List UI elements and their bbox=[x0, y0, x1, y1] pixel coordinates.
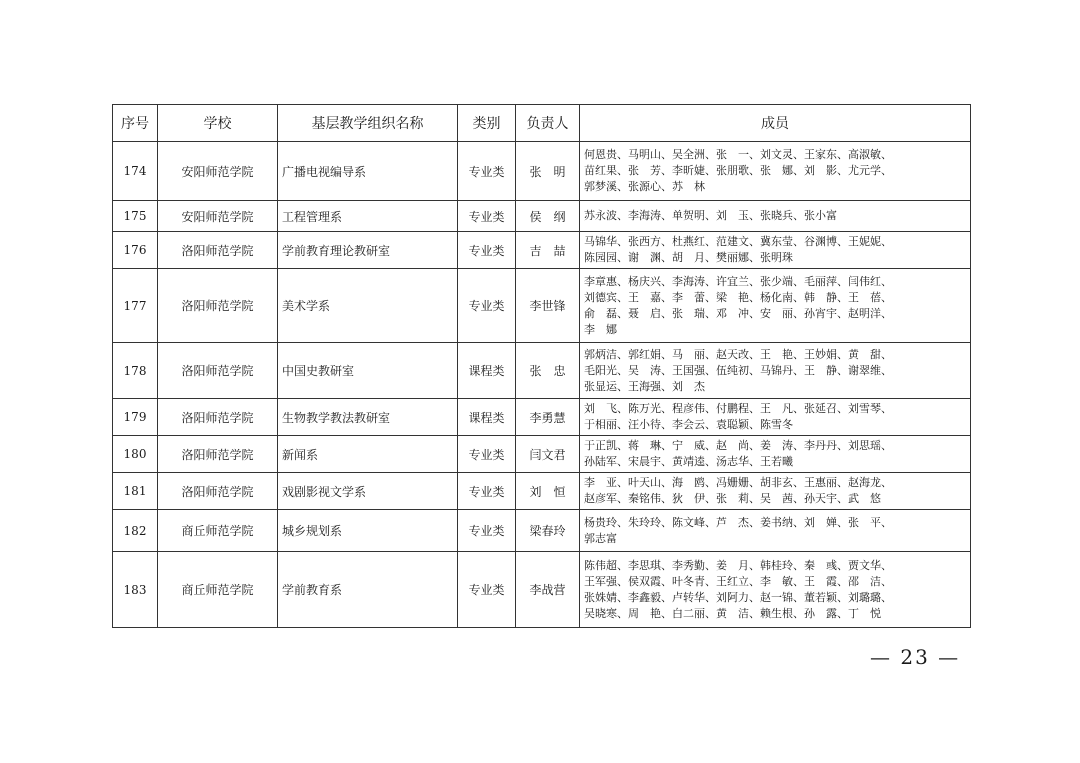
table-row bbox=[113, 201, 971, 232]
row-org-name: 广播电视编导系 bbox=[278, 142, 458, 201]
member-line: 郭梦溪、张源心、苏 林 bbox=[584, 180, 705, 193]
table-row bbox=[113, 399, 971, 436]
header-org-name: 基层教学组织名称 bbox=[278, 105, 458, 142]
row-members bbox=[580, 232, 971, 269]
member-line: 孙陆军、宋晨宇、黄靖逵、汤志华、王若曦 bbox=[584, 455, 793, 468]
row-leader: 张 明 bbox=[516, 142, 580, 201]
table-row bbox=[113, 142, 971, 201]
row-type: 专业类 bbox=[458, 269, 516, 343]
row-members bbox=[580, 473, 971, 510]
row-org-name: 戏剧影视文学系 bbox=[278, 473, 458, 510]
row-leader: 李战营 bbox=[516, 552, 580, 628]
row-org-name: 城乡规划系 bbox=[278, 510, 458, 552]
row-school: 洛阳师范学院 bbox=[158, 473, 278, 510]
member-line: 李 娜 bbox=[584, 322, 617, 336]
row-org-name: 新闻系 bbox=[278, 436, 458, 473]
row-members bbox=[580, 436, 971, 473]
organization-table bbox=[112, 104, 971, 628]
member-line: 王军强、侯双霞、叶冬青、王红立、李 敏、王 霞、邵 洁、 bbox=[584, 574, 892, 588]
row-type: 课程类 bbox=[458, 343, 516, 399]
header-school: 学校 bbox=[158, 105, 278, 142]
member-line: 陈伟超、李思琪、李秀勤、姜 月、韩桂玲、秦 彧、贾文华、 bbox=[584, 558, 892, 572]
row-leader: 闫文君 bbox=[516, 436, 580, 473]
row-org-name: 学前教育理论教研室 bbox=[278, 232, 458, 269]
member-line: 何恩贵、马明山、吴全洲、张 一、刘文灵、王家东、高淑敏、 bbox=[584, 148, 892, 161]
row-type: 专业类 bbox=[458, 510, 516, 552]
row-leader: 侯 纲 bbox=[516, 201, 580, 232]
row-type: 课程类 bbox=[458, 399, 516, 436]
row-members bbox=[580, 343, 971, 399]
row-no: 177 bbox=[113, 269, 158, 343]
row-school: 洛阳师范学院 bbox=[158, 399, 278, 436]
row-members bbox=[580, 142, 971, 201]
row-type: 专业类 bbox=[458, 232, 516, 269]
row-school: 商丘师范学院 bbox=[158, 552, 278, 628]
member-line: 吴晓寒、周 艳、白二丽、黄 洁、赖生根、孙 露、丁 悦 bbox=[584, 606, 881, 620]
row-no: 179 bbox=[113, 399, 158, 436]
row-leader: 张 忠 bbox=[516, 343, 580, 399]
row-org-name: 生物教学教法教研室 bbox=[278, 399, 458, 436]
table-header-row bbox=[113, 105, 971, 142]
row-type: 专业类 bbox=[458, 201, 516, 232]
row-members bbox=[580, 399, 971, 436]
row-no: 176 bbox=[113, 232, 158, 269]
member-line: 刘德宾、王 嘉、李 蕾、梁 艳、杨化南、韩 静、王 蓓、 bbox=[584, 290, 892, 304]
row-leader: 李世锋 bbox=[516, 269, 580, 343]
member-line: 赵彦军、秦铭伟、狄 伊、张 莉、吴 茜、孙天宇、武 悠 bbox=[584, 492, 881, 505]
member-line: 毛阳光、吴 涛、王国强、伍纯初、马锦丹、王 静、谢翠维、 bbox=[584, 363, 892, 377]
row-type: 专业类 bbox=[458, 436, 516, 473]
row-leader: 李勇慧 bbox=[516, 399, 580, 436]
row-members bbox=[580, 552, 971, 628]
row-leader: 吉 喆 bbox=[516, 232, 580, 269]
table-row bbox=[113, 510, 971, 552]
row-no: 180 bbox=[113, 436, 158, 473]
row-school: 商丘师范学院 bbox=[158, 510, 278, 552]
row-org-name: 中国史教研室 bbox=[278, 343, 458, 399]
member-line: 苗红果、张 芳、李昕婕、张朋歌、张 娜、刘 影、尤元学、 bbox=[584, 164, 892, 177]
row-type: 专业类 bbox=[458, 473, 516, 510]
member-line: 刘 飞、陈万光、程彦伟、付鹏程、王 凡、张延召、刘雪琴、 bbox=[584, 402, 892, 415]
row-org-name: 学前教育系 bbox=[278, 552, 458, 628]
row-no: 175 bbox=[113, 201, 158, 232]
row-members bbox=[580, 510, 971, 552]
member-line: 于相丽、汪小待、李会云、袁聪颖、陈雪冬 bbox=[584, 418, 793, 431]
table-row bbox=[113, 436, 971, 473]
member-line: 杨贵玲、朱玲玲、陈文峰、芦 杰、姜书纳、刘 婵、张 平、 bbox=[584, 515, 892, 529]
table-row bbox=[113, 473, 971, 510]
row-no: 178 bbox=[113, 343, 158, 399]
row-members bbox=[580, 201, 971, 232]
member-line: 郭炳洁、郭红娟、马 丽、赵天改、王 艳、王妙娟、黄 甜、 bbox=[584, 347, 892, 361]
table-row bbox=[113, 552, 971, 628]
member-line: 李章惠、杨庆兴、李海涛、许宜兰、张少端、毛丽萍、闫伟红、 bbox=[584, 274, 892, 288]
row-org-name: 美术学系 bbox=[278, 269, 458, 343]
row-no: 181 bbox=[113, 473, 158, 510]
row-type: 专业类 bbox=[458, 142, 516, 201]
page-number: — 23 — bbox=[870, 645, 961, 669]
row-leader: 梁春玲 bbox=[516, 510, 580, 552]
member-line: 郭志富 bbox=[584, 531, 617, 545]
member-line: 张显运、王海强、刘 杰 bbox=[584, 379, 705, 393]
header-type: 类别 bbox=[458, 105, 516, 142]
row-no: 174 bbox=[113, 142, 158, 201]
row-school: 洛阳师范学院 bbox=[158, 343, 278, 399]
table-row bbox=[113, 343, 971, 399]
member-line: 俞 磊、聂 启、张 瑞、邓 冲、安 丽、孙宵宇、赵明洋、 bbox=[584, 306, 892, 320]
member-line: 陈园园、谢 渊、胡 月、樊丽娜、张明珠 bbox=[584, 251, 793, 264]
member-line: 张姝婧、李鑫毅、卢转华、刘阿力、赵一锦、董若颖、刘璐璐、 bbox=[584, 590, 892, 604]
member-line: 马锦华、张西方、杜燕红、范建文、冀东莹、谷渊博、王妮妮、 bbox=[584, 235, 892, 248]
row-no: 182 bbox=[113, 510, 158, 552]
row-leader: 刘 恒 bbox=[516, 473, 580, 510]
row-no: 183 bbox=[113, 552, 158, 628]
table-row bbox=[113, 232, 971, 269]
row-school: 安阳师范学院 bbox=[158, 142, 278, 201]
header-leader: 负责人 bbox=[516, 105, 580, 142]
table-row bbox=[113, 269, 971, 343]
member-line: 苏永波、李海涛、单贺明、刘 玉、张晓兵、张小富 bbox=[584, 209, 837, 222]
row-members bbox=[580, 269, 971, 343]
member-line: 李 亚、叶天山、海 鸥、冯姗姗、胡非玄、王惠丽、赵海龙、 bbox=[584, 476, 892, 489]
header-no: 序号 bbox=[113, 105, 158, 142]
row-org-name: 工程管理系 bbox=[278, 201, 458, 232]
row-type: 专业类 bbox=[458, 552, 516, 628]
row-school: 洛阳师范学院 bbox=[158, 232, 278, 269]
row-school: 洛阳师范学院 bbox=[158, 269, 278, 343]
row-school: 洛阳师范学院 bbox=[158, 436, 278, 473]
header-members: 成员 bbox=[580, 105, 971, 142]
row-school: 安阳师范学院 bbox=[158, 201, 278, 232]
member-line: 于正凯、蒋 琳、宁 威、赵 尚、姜 涛、李丹丹、刘思瑶、 bbox=[584, 439, 892, 452]
